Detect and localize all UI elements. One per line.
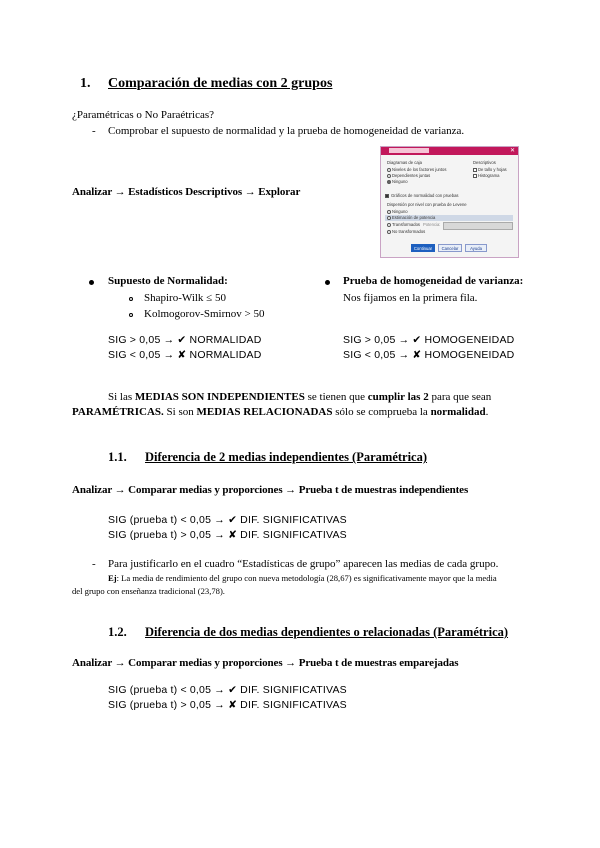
section-1-number: 1. <box>80 76 91 91</box>
circle-bullet-icon <box>129 297 133 301</box>
cancel-button[interactable]: Cancelar <box>438 244 462 252</box>
radio-icon[interactable] <box>387 230 391 234</box>
example-line-2: del grupo con enseñanza tradicional (23,78). <box>72 586 225 596</box>
normality-rule-1: SIG > 0,05 → ✔ NORMALIDAD <box>108 334 262 346</box>
dialog-titlebar <box>381 147 518 155</box>
para-text: . <box>485 406 489 418</box>
dialog-opt-power: Estimación de potencia <box>392 215 436 220</box>
paired-t-test-path: Analizar → Comparar medias y proporciones → Prueba t de muestras emparejadas <box>72 657 459 669</box>
dialog-opt-nothing: Ninguno <box>392 209 408 214</box>
dialog-descriptive-label: Descriptivos <box>473 160 496 165</box>
dialog-opt-stem: De tallo y hojas <box>478 167 507 172</box>
radio-icon[interactable] <box>387 223 391 227</box>
dialog-power-label: Potencia: <box>423 222 441 227</box>
kolmogorov-smirnov: Kolmogorov-Smirnov > 50 <box>144 308 265 320</box>
paired-rule-2: SIG (prueba t) > 0,05 → ✘ DIF. SIGNIFICATIVAS <box>108 699 347 711</box>
radio-selected-icon[interactable] <box>387 180 391 184</box>
independent-rule-1: SIG (prueba t) < 0,05 → ✔ DIF. SIGNIFICATIVAS <box>108 514 347 526</box>
dialog-opt-factor: Niveles de los factores juntos <box>392 167 447 172</box>
bullet-icon <box>325 280 330 285</box>
section-1-2-number: 1.2. <box>108 625 127 639</box>
section-1-2-title: Diferencia de dos medias dependientes o relacionadas (Paramétrica) <box>145 625 509 639</box>
example-label: Ej <box>108 573 117 583</box>
circle-bullet-icon <box>129 313 133 317</box>
para-text: Si las <box>108 391 135 403</box>
radio-icon[interactable] <box>387 174 391 178</box>
dash-marker: - <box>92 558 96 570</box>
power-select[interactable] <box>443 222 513 230</box>
section-1-1-title: Diferencia de 2 medias independientes (Paramétrica) <box>145 450 428 464</box>
bullet-icon <box>89 280 94 285</box>
dialog-opt-transformed: Transformados <box>392 222 421 227</box>
dialog-opt-hist: Histograma <box>478 173 500 178</box>
normality-rule-2: SIG < 0,05 → ✘ NORMALIDAD <box>108 349 262 361</box>
para-text: sólo se comprueba la <box>332 406 431 418</box>
section-1-title: Comparación de medias con 2 grupos <box>108 76 333 91</box>
homogeneity-rule-1: SIG > 0,05 → ✔ HOMOGENEIDAD <box>343 334 515 346</box>
explore-menu-path: Analizar → Estadísticos Descriptivos → Explorar <box>72 186 301 198</box>
para-bold: PARAMÉTRICAS. <box>72 406 164 418</box>
help-button[interactable]: Ayuda <box>465 244 487 252</box>
para-bold: MEDIAS RELACIONADAS <box>196 406 333 418</box>
parametric-paragraph-line-1 <box>108 391 491 403</box>
independent-t-test-path: Analizar → Comparar medias y proporciones → Prueba t de muestras independientes <box>72 484 469 496</box>
homogeneity-sub: Nos fijamos en la primera fila. <box>343 292 478 304</box>
normality-heading: Supuesto de Normalidad: <box>108 275 228 287</box>
section-1-1-number: 1.1. <box>108 450 127 464</box>
dialog-opt-dependents: Dependientes juntas <box>392 173 431 178</box>
homogeneity-rule-2: SIG < 0,05 → ✘ HOMOGENEIDAD <box>343 349 515 361</box>
question-text: ¿Paramétricas o No Paraétricas? <box>72 109 215 121</box>
continue-button[interactable]: Continuar <box>411 244 435 252</box>
dialog-normality-plots: Gráficos de normalidad con pruebas <box>391 193 459 198</box>
parametric-paragraph-line-2 <box>72 406 488 418</box>
para-text: para que sean <box>428 391 492 403</box>
para-bold: cumplir las 2 <box>367 391 429 403</box>
checkbox-icon[interactable] <box>473 174 477 178</box>
close-icon[interactable]: ✕ <box>509 148 515 154</box>
para-text: Si son <box>163 406 197 418</box>
radio-icon[interactable] <box>387 210 391 214</box>
example-text: : La media de rendimiento del grupo con nueva metodología (28,67) es significativamente mayor que la media <box>116 573 497 583</box>
explore-plots-dialog-image <box>380 146 519 258</box>
radio-icon[interactable] <box>387 168 391 172</box>
independent-rule-2: SIG (prueba t) > 0,05 → ✘ DIF. SIGNIFICATIVAS <box>108 529 347 541</box>
checkbox-checked-icon[interactable] <box>385 194 389 198</box>
dialog-opt-untransformed: No transformados <box>392 229 426 234</box>
example-line-1 <box>108 573 497 583</box>
check-assumptions-text: Comprobar el supuesto de normalidad y la prueba de homogeneidad de varianza. <box>108 125 465 137</box>
dialog-spread-label: Dispersión por nivel con prueba de Levene <box>387 202 467 207</box>
shapiro-wilk: Shapiro-Wilk ≤ 50 <box>144 292 226 304</box>
dialog-title <box>389 148 429 153</box>
para-text: se tienen que <box>304 391 368 403</box>
dash-marker: - <box>92 125 96 137</box>
dialog-opt-none: Ninguno <box>392 179 408 184</box>
group-statistics-note: Para justificarlo en el cuadro “Estadísticas de grupo” aparecen las medias de cada grupo. <box>108 558 499 570</box>
checkbox-icon[interactable] <box>473 168 477 172</box>
radio-icon[interactable] <box>387 216 391 220</box>
homogeneity-heading: Prueba de homogeneidad de varianza: <box>343 275 524 287</box>
para-bold: MEDIAS SON INDEPENDIENTES <box>134 391 305 403</box>
paired-rule-1: SIG (prueba t) < 0,05 → ✔ DIF. SIGNIFICATIVAS <box>108 684 347 696</box>
para-bold: normalidad <box>430 406 486 418</box>
dialog-boxplots-label: Diagramas de caja <box>387 160 422 165</box>
